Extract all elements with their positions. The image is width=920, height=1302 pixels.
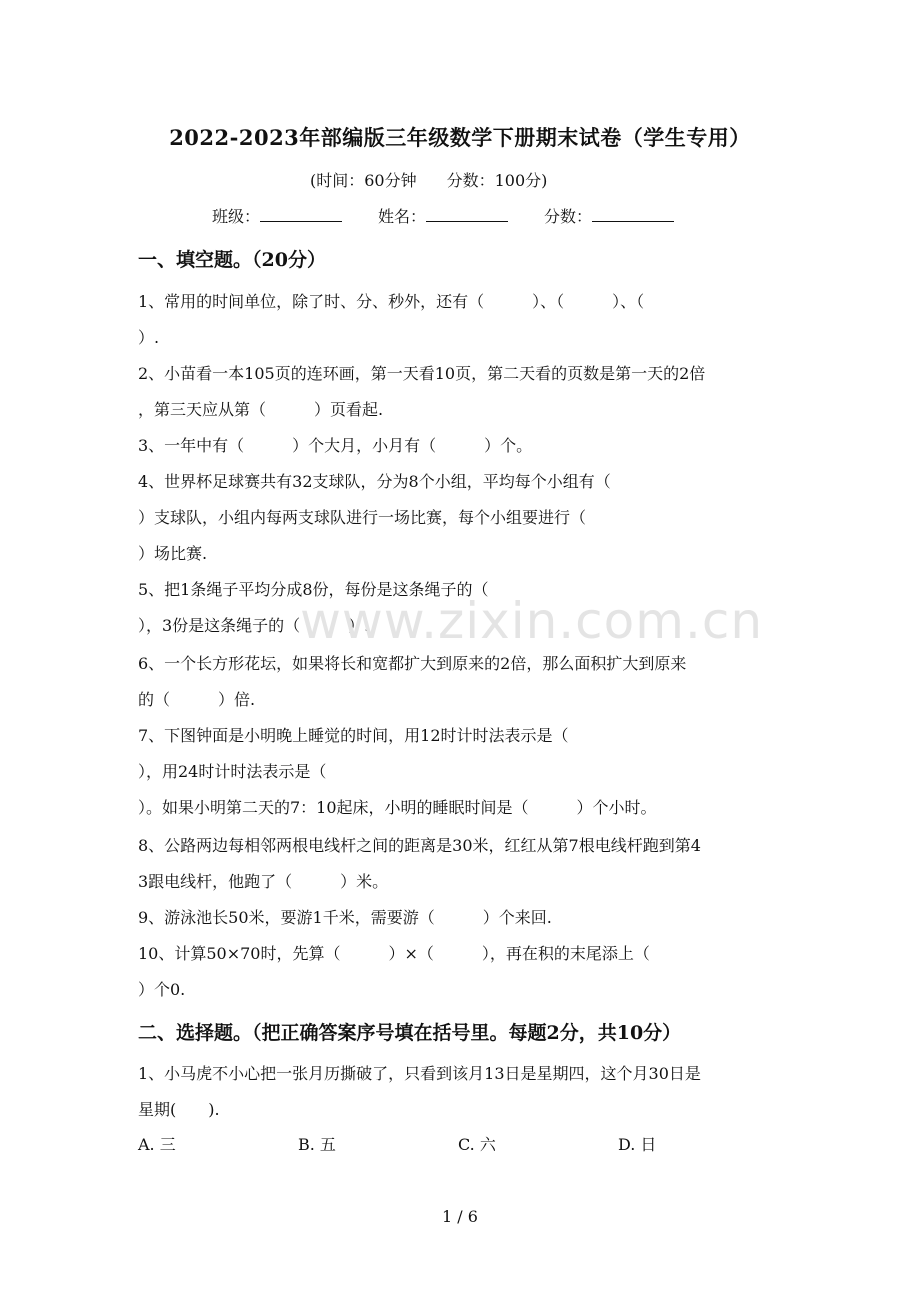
question-line: 7、下图钟面是小明晚上睡觉的时间，用12时计时法表示是（ bbox=[138, 726, 569, 745]
question-line: 8、公路两边每相邻两根电线杆之间的距离是30米，红红从第7根电线杆跑到第4 bbox=[138, 836, 701, 855]
question-line: 3跟电线杆，他跑了（ ）米。 bbox=[138, 872, 389, 891]
name-field bbox=[378, 204, 508, 227]
question-line: 1、常用的时间单位，除了时、分、秒外，还有（ ）、（ ）、（ bbox=[138, 292, 645, 311]
section-heading-fill-blank: 一、填空题。（20分） bbox=[138, 249, 326, 271]
question-line: 5、把1条绳子平均分成8份，每份是这条绳子的（ bbox=[138, 580, 489, 599]
question-line: 3、一年中有（ ）个大月，小月有（ ）个。 bbox=[138, 436, 533, 455]
question-line: ）场比赛. bbox=[138, 544, 208, 563]
option-b[interactable]: B. 五 bbox=[298, 1135, 336, 1154]
option-d[interactable]: D. 日 bbox=[618, 1135, 657, 1154]
question-line: 的（ ）倍. bbox=[138, 690, 256, 709]
time-info: (时间：60分钟 bbox=[310, 171, 417, 190]
student-info bbox=[212, 204, 710, 227]
question-line: ）个0. bbox=[138, 980, 186, 999]
option-a[interactable]: A. 三 bbox=[138, 1135, 176, 1154]
question-line: 星期( ). bbox=[138, 1100, 220, 1119]
question-line: ），用24时计时法表示是（ bbox=[138, 762, 327, 781]
class-label: 班级： bbox=[212, 207, 261, 226]
answer-options bbox=[138, 1132, 778, 1155]
score-info: 分数：100分) bbox=[446, 171, 548, 190]
name-label: 姓名： bbox=[378, 207, 427, 226]
question-line: ）支球队，小组内每两支球队进行一场比赛，每个小组要进行（ bbox=[138, 508, 587, 527]
question-line: ）. bbox=[138, 328, 160, 347]
score-field bbox=[544, 204, 674, 227]
question-line: ）。如果小明第二天的7：10起床，小明的睡眠时间是（ ）个小时。 bbox=[138, 798, 657, 817]
class-field bbox=[212, 204, 342, 227]
name-blank[interactable] bbox=[426, 207, 508, 222]
question-line: 10、计算50×70时，先算（ ）×（ ），再在积的末尾添上（ bbox=[138, 944, 650, 963]
exam-meta bbox=[310, 168, 547, 191]
question-line: 9、游泳池长50米，要游1千米，需要游（ ）个来回. bbox=[138, 908, 552, 927]
question-line: 4、世界杯足球赛共有32支球队，分为8个小组，平均每个小组有（ bbox=[138, 472, 611, 491]
question-line: 6、一个长方形花坛，如果将长和宽都扩大到原来的2倍，那么面积扩大到原来 bbox=[138, 654, 687, 673]
page-number: 1 / 6 bbox=[442, 1207, 478, 1226]
question-line: 2、小苗看一本105页的连环画，第一天看10页，第二天看的页数是第一天的2倍 bbox=[138, 364, 706, 383]
watermark: www.zixin.com.cn bbox=[300, 592, 764, 650]
score-blank[interactable] bbox=[592, 207, 674, 222]
section-heading-multiple-choice: 二、选择题。（把正确答案序号填在括号里。每题2分，共10分） bbox=[138, 1022, 682, 1044]
score-label: 分数： bbox=[544, 207, 593, 226]
question-line: ，第三天应从第（ ）页看起. bbox=[138, 400, 384, 419]
question-line: ），3份是这条绳子的（ ）. bbox=[138, 616, 370, 635]
page-title: 2022-2023年部编版三年级数学下册期末试卷（学生专用） bbox=[169, 125, 751, 150]
class-blank[interactable] bbox=[260, 207, 342, 222]
question-line: 1、小马虎不小心把一张月历撕破了，只看到该月13日是星期四，这个月30日是 bbox=[138, 1064, 701, 1083]
option-c[interactable]: C. 六 bbox=[458, 1135, 496, 1154]
